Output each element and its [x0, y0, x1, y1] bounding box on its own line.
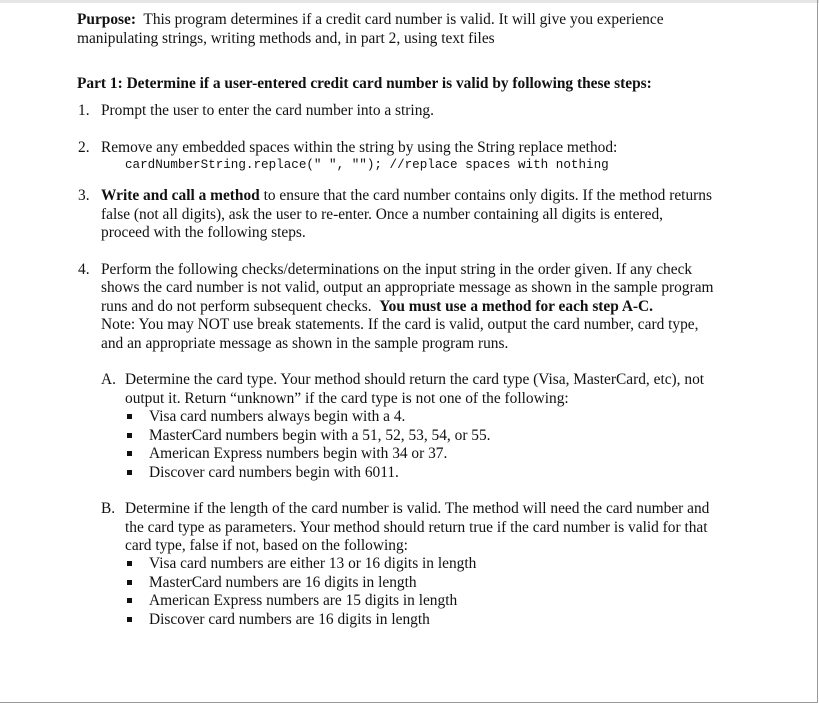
- part1-heading-text: Part 1: Determine if a user-entered credit card number is valid by following these steps:: [77, 75, 652, 92]
- step-3-line-3: proceed with the following steps.: [101, 224, 306, 241]
- substep-a-label: A.: [101, 371, 116, 388]
- substep-a-bullet-4: Discover card numbers begin with 6011.: [149, 464, 399, 481]
- step-3-line-1: [101, 187, 712, 206]
- bullet-icon: [127, 598, 132, 603]
- bullet-icon: [127, 433, 132, 438]
- part1-heading: [77, 75, 652, 94]
- step-4-line-3-bold: You must use a method for each step A-C.: [379, 298, 654, 315]
- substep-b-bullet-3: American Express numbers are 15 digits in length: [149, 592, 458, 609]
- step-4-note: Note: You may NOT use break statements. If the card is valid, output the card number, card type,: [101, 316, 699, 333]
- step-4-line-2: shows the card number is not valid, output an appropriate message as shown in the sample program: [101, 279, 714, 296]
- step-2-code: cardNumberString.replace(" ", ""); //replace spaces with nothing: [125, 158, 609, 172]
- substep-b-bullet-2: MasterCard numbers are 16 digits in length: [149, 574, 417, 591]
- step-1-number: 1.: [78, 102, 90, 119]
- bullet-icon: [127, 470, 132, 475]
- substep-a-bullet-1: Visa card numbers always begin with a 4.: [149, 408, 406, 425]
- step-4-number: 4.: [78, 261, 90, 278]
- step-2-text: Remove any embedded spaces within the string by using the String replace method:: [101, 139, 618, 156]
- substep-b-bullet-1: Visa card numbers are either 13 or 16 digits in length: [149, 555, 477, 572]
- bullet-icon: [127, 414, 132, 419]
- purpose-text-1: This program determines if a credit card number is valid. It will give you experience: [143, 11, 664, 28]
- purpose-label: Purpose:: [77, 11, 136, 28]
- substep-b-bullet-4: Discover card numbers are 16 digits in length: [149, 611, 430, 628]
- step-4-line-1: Perform the following checks/determinations on the input string in the order given. If any check: [101, 261, 693, 278]
- purpose-line-2: manipulating strings, writing methods and, in part 2, using text files: [77, 30, 495, 47]
- step-4-line-3-text: runs and do not perform subsequent checks.: [101, 298, 372, 315]
- substep-a-bullet-2: MasterCard numbers begin with a 51, 52, 53, 54, or 55.: [149, 427, 491, 444]
- step-3-bold: Write and call a method: [101, 187, 260, 204]
- step-1-text: Prompt the user to enter the card number into a string.: [101, 102, 434, 119]
- step-4-line-3: [101, 298, 653, 317]
- step-2-number: 2.: [78, 139, 90, 156]
- substep-a-line-1: Determine the card type. Your method should return the card type (Visa, MasterCard, etc), not: [125, 371, 705, 388]
- step-4-line-5: and an appropriate message as shown in the sample program runs.: [101, 335, 509, 352]
- purpose-line-1: [77, 11, 664, 30]
- substep-b-label: B.: [101, 500, 116, 517]
- bullet-icon: [127, 561, 132, 566]
- substep-a-bullet-3: American Express numbers begin with 34 or 37.: [149, 445, 448, 462]
- step-3-number: 3.: [78, 187, 90, 204]
- substep-b-line-3: card type, false if not, based on the following:: [125, 537, 408, 554]
- substep-b-line-2: the card type as parameters. Your method should return true if the card number is valid for that: [125, 519, 708, 536]
- step-3-line-1-rest: to ensure that the card number contains only digits. If the method returns: [259, 187, 712, 204]
- bullet-icon: [127, 580, 132, 585]
- bullet-icon: [127, 617, 132, 622]
- substep-a-line-2: output it. Return “unknown” if the card type is not one of the following:: [125, 390, 569, 407]
- step-3-line-2: false (not all digits), ask the user to re-enter. Once a number containing all digits is entered,: [101, 206, 664, 223]
- bullet-icon: [127, 451, 132, 456]
- substep-b-line-1: Determine if the length of the card number is valid. The method will need the card number and: [125, 500, 710, 517]
